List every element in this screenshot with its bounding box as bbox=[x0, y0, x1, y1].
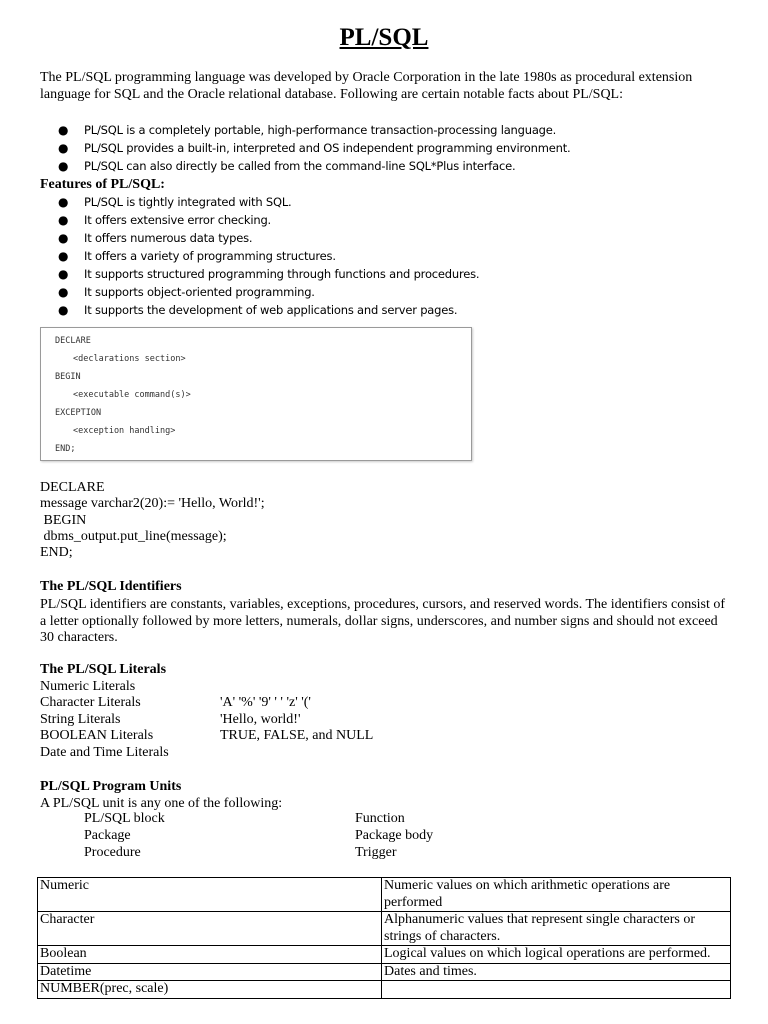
code-line: END; bbox=[55, 444, 76, 454]
code-line: message varchar2(20):= 'Hello, World!'; bbox=[40, 496, 265, 512]
literal-example: TRUE, FALSE, and NULL bbox=[220, 728, 374, 743]
list-item: ● It offers numerous data types. bbox=[58, 231, 253, 245]
bullet-icon: ● bbox=[58, 123, 69, 137]
table-cell: Datetime bbox=[38, 963, 382, 981]
bullet-icon: ● bbox=[58, 195, 69, 209]
units-intro: A PL/SQL unit is any one of the following: bbox=[40, 796, 283, 811]
bullet-icon: ● bbox=[58, 141, 69, 155]
list-item: ● It supports object-oriented programming. bbox=[58, 285, 315, 299]
code-line: BEGIN bbox=[40, 512, 87, 528]
table-cell: NUMBER(prec, scale) bbox=[38, 981, 382, 999]
features-heading: Features of PL/SQL: bbox=[40, 177, 165, 192]
bullet-icon: ● bbox=[58, 249, 69, 263]
units-heading: PL/SQL Program Units bbox=[40, 779, 182, 794]
table-row bbox=[38, 981, 731, 999]
table-cell: Logical values on which logical operations are performed. bbox=[382, 946, 731, 964]
unit-item: PL/SQL block bbox=[84, 811, 165, 826]
list-item: ● It supports the development of web applications and server pages. bbox=[58, 303, 458, 317]
literal-name: Character Literals bbox=[40, 695, 141, 710]
table-cell: Alphanumeric values that represent single characters or strings of characters. bbox=[382, 912, 731, 946]
list-item: ● PL/SQL is tightly integrated with SQL. bbox=[58, 195, 292, 209]
code-line: <executable command(s)> bbox=[73, 390, 191, 400]
code-line: <declarations section> bbox=[73, 354, 186, 364]
unit-item: Package body bbox=[355, 828, 434, 843]
table-row bbox=[38, 878, 731, 912]
unit-item: Procedure bbox=[84, 845, 141, 860]
table-row bbox=[38, 963, 731, 981]
code-line: END; bbox=[40, 545, 73, 561]
intro-paragraph: The PL/SQL programming language was developed by Oracle Corporation in the late 1980s as procedural extension language for SQL and the Oracle relational database. Following are certain notable facts about PL/SQL: bbox=[40, 70, 693, 102]
list-item: ● PL/SQL can also directly be called from the command-line SQL*Plus interface. bbox=[58, 159, 516, 173]
code-line: EXCEPTION bbox=[55, 408, 102, 418]
table-cell: Numeric values on which arithmetic operations are performed bbox=[382, 878, 731, 912]
bullet-icon: ● bbox=[58, 231, 69, 245]
code-line: DECLARE bbox=[40, 480, 105, 495]
identifiers-paragraph: PL/SQL identifiers are constants, variables, exceptions, procedures, cursors, and reserved words. The identifiers consist of a letter optionally followed by more letters, numerals, dollar signs, underscores, and number signs and should not exceed 30 characters. bbox=[40, 597, 726, 645]
table-cell: Dates and times. bbox=[382, 963, 731, 981]
bullet-icon: ● bbox=[58, 285, 69, 299]
code-line: BEGIN bbox=[55, 372, 81, 382]
example-code bbox=[40, 480, 265, 561]
bullet-icon: ● bbox=[58, 159, 69, 173]
literal-name: BOOLEAN Literals bbox=[40, 728, 154, 743]
list-item: ● PL/SQL provides a built-in, interpreted and OS independent programming environment. bbox=[58, 141, 571, 155]
code-line: <exception handling> bbox=[73, 426, 176, 436]
table-cell: Numeric bbox=[38, 878, 382, 912]
list-item: ● PL/SQL is a completely portable, high-performance transaction-processing language. bbox=[58, 123, 557, 137]
literal-name: Date and Time Literals bbox=[40, 745, 169, 760]
code-line: DECLARE bbox=[55, 336, 91, 346]
literal-name: Numeric Literals bbox=[40, 679, 136, 694]
table-cell: Character bbox=[38, 912, 382, 946]
bullet-icon: ● bbox=[58, 303, 69, 317]
table-cell: Boolean bbox=[38, 946, 382, 964]
literal-example: 'A' '%' '9' ' ' 'z' '(' bbox=[220, 695, 311, 710]
table-row bbox=[38, 946, 731, 964]
table-cell bbox=[382, 981, 731, 999]
facts-list bbox=[58, 121, 718, 175]
unit-item: Trigger bbox=[355, 845, 397, 860]
bullet-icon: ● bbox=[58, 213, 69, 227]
unit-item: Function bbox=[355, 811, 405, 826]
data-types-table bbox=[37, 877, 731, 999]
literals-heading: The PL/SQL Literals bbox=[40, 662, 167, 677]
list-item: ● It supports structured programming through functions and procedures. bbox=[58, 267, 480, 281]
table-row bbox=[38, 912, 731, 946]
block-structure-box bbox=[40, 327, 472, 461]
code-line: dbms_output.put_line(message); bbox=[40, 528, 227, 544]
features-list bbox=[58, 193, 718, 319]
list-item: ● It offers a variety of programming structures. bbox=[58, 249, 336, 263]
literal-example: 'Hello, world!' bbox=[220, 712, 301, 727]
bullet-icon: ● bbox=[58, 267, 69, 281]
list-item: ● It offers extensive error checking. bbox=[58, 213, 272, 227]
unit-item: Package bbox=[84, 828, 131, 843]
page-title: PL/SQL bbox=[339, 24, 429, 51]
identifiers-heading: The PL/SQL Identifiers bbox=[40, 579, 182, 594]
literal-name: String Literals bbox=[40, 712, 121, 727]
